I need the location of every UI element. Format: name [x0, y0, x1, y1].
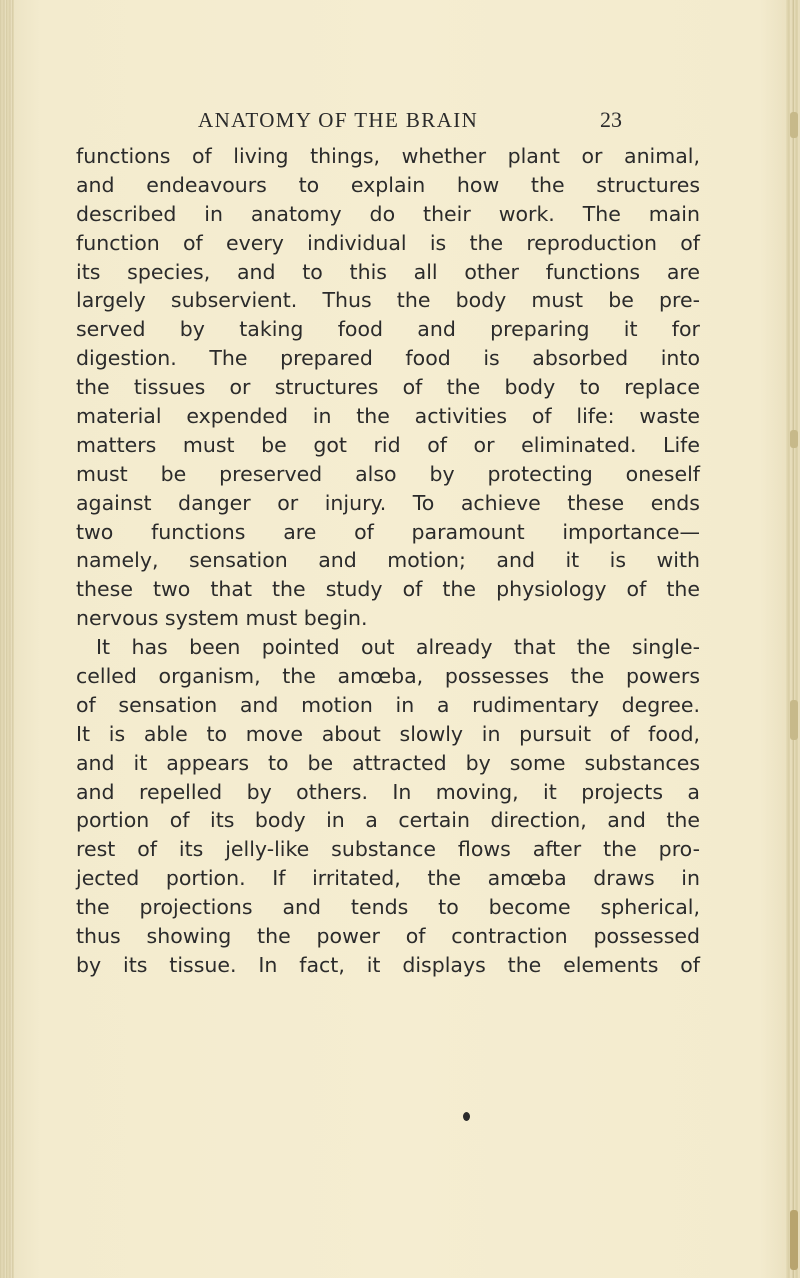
text-line: against danger or injury. To achieve these ends — [76, 490, 700, 515]
text-line: largely subservient. Thus the body must be pre- — [76, 288, 700, 313]
page-number: 23 — [600, 107, 622, 132]
text-line: rest of its jelly-like substance flows after the pro- — [76, 837, 700, 862]
paragraph — [76, 142, 700, 633]
text-line: and it appears to be attracted by some substances — [76, 750, 700, 775]
page-outer-edge — [786, 0, 800, 1278]
text-line: matters must be got rid of or eliminated. Life — [76, 432, 700, 457]
text-line: nervous system must begin. — [76, 606, 368, 631]
text-line: function of every individual is the reproduction of — [76, 230, 700, 255]
text-line: and repelled by others. In moving, it projects a — [76, 779, 700, 804]
paper-stain — [790, 112, 798, 138]
text-line: must be preserved also by protecting oneself — [76, 461, 700, 486]
text-line: jected portion. If irritated, the amœba draws in — [76, 866, 700, 891]
text-line: served by taking food and preparing it for — [76, 317, 700, 342]
text-line: It has been pointed out already that the single- — [96, 635, 700, 660]
paper-stain — [790, 430, 798, 448]
page-gutter-edge — [0, 0, 14, 1278]
paper-stain — [790, 1210, 798, 1270]
body-text — [76, 142, 700, 980]
text-line: It is able to move about slowly in pursuit of food, — [76, 721, 700, 746]
text-line: functions of living things, whether plant or animal, — [76, 144, 700, 168]
text-line: by its tissue. In fact, it displays the elements of — [76, 952, 700, 977]
text-line: portion of its body in a certain direction, and the — [76, 808, 700, 833]
text-line: thus showing the power of contraction possessed — [76, 924, 700, 949]
text-line: these two that the study of the physiology of the — [76, 577, 700, 602]
text-line: two functions are of paramount importance— — [76, 519, 700, 544]
text-line: the tissues or structures of the body to replace — [76, 375, 700, 400]
text-line: of sensation and motion in a rudimentary degree. — [76, 692, 700, 717]
paper-stain — [790, 700, 798, 740]
text-line: material expended in the activities of life: waste — [76, 404, 700, 429]
text-line: celled organism, the amœba, possesses the powers — [76, 664, 700, 689]
text-line: described in anatomy do their work. The main — [76, 201, 700, 226]
ink-blot — [463, 1112, 470, 1121]
text-line: namely, sensation and motion; and it is with — [76, 548, 700, 573]
text-line: and endeavours to explain how the structures — [76, 172, 700, 197]
running-head: ANATOMY OF THE BRAIN — [198, 108, 479, 132]
paragraph — [76, 633, 700, 980]
text-line: the projections and tends to become spherical, — [76, 895, 700, 920]
text-line: digestion. The prepared food is absorbed into — [76, 346, 700, 371]
text-line: its species, and to this all other functions are — [76, 259, 700, 284]
